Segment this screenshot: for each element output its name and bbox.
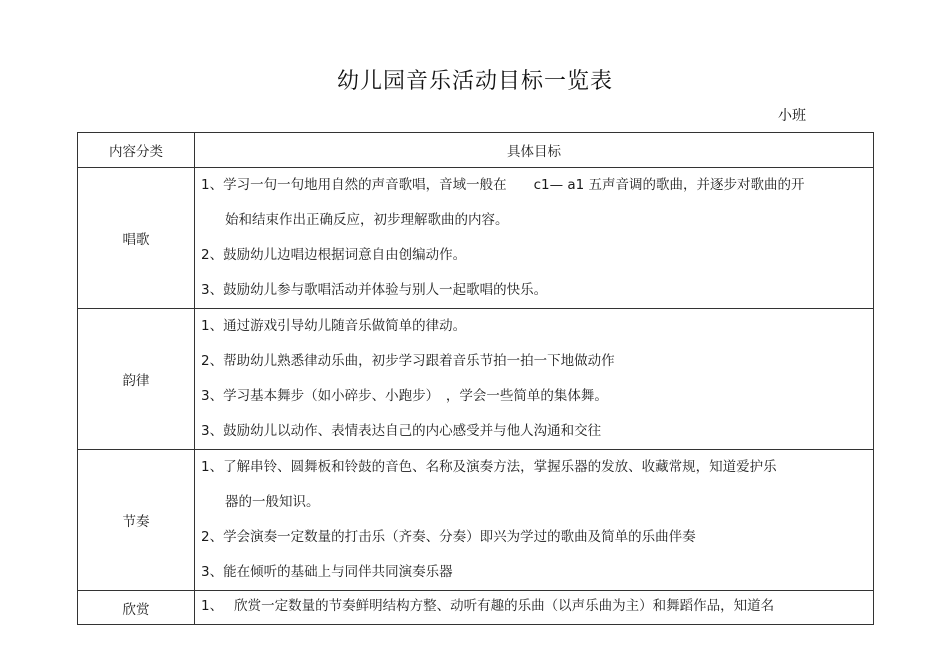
category-cell: 节奏 — [78, 450, 195, 591]
table-row — [78, 309, 874, 450]
table-row — [78, 450, 874, 591]
goals-cell — [195, 591, 874, 625]
goal-line: 2、鼓励幼儿边唱边根据词意自由创编动作。 — [201, 247, 467, 263]
header-goals: 具体目标 — [195, 133, 874, 168]
table-row — [78, 168, 874, 309]
goal-line: 3、鼓励幼儿参与歌唱活动并体验与别人一起歌唱的快乐。 — [201, 282, 548, 298]
category-cell: 韵律 — [78, 309, 195, 450]
goal-line-continued: 始和结束作出正确反应，初步理解歌曲的内容。 — [225, 212, 509, 228]
table-header-row — [78, 133, 874, 168]
table-row — [78, 591, 874, 625]
page-title: 幼儿园音乐活动目标一览表 — [336, 69, 613, 94]
category-cell: 唱歌 — [78, 168, 195, 309]
goal-line: 3、学习基本舞步（如小碎步、小跑步） ，学会一些简单的集体舞。 — [201, 388, 608, 404]
goal-line: 1、了解串铃、圆舞板和铃鼓的音色、名称及演奏方法，掌握乐器的发放、收藏常规，知道爱护乐 — [201, 459, 777, 475]
class-level-label: 小班 — [778, 108, 806, 124]
goal-line: 3、能在倾听的基础上与同伴共同演奏乐器 — [201, 564, 453, 580]
goal-line-continued: 器的一般知识。 — [225, 494, 320, 510]
goal-line: 1、学习一句一句地用自然的声音歌唱，音域一般在 c1— a1 五声音调的歌曲，并逐步对歌曲的开 — [201, 177, 805, 193]
goal-line: 1、 欣赏一定数量的节奏鲜明结构方整、动听有趣的乐曲（以声乐曲为主）和舞蹈作品，知道名 — [201, 598, 775, 614]
goals-cell — [195, 450, 874, 591]
goal-line: 2、帮助幼儿熟悉律动乐曲，初步学习跟着音乐节拍一拍一下地做动作 — [201, 353, 615, 369]
goal-line: 2、学会演奏一定数量的打击乐（齐奏、分奏）即兴为学过的歌曲及简单的乐曲伴奏 — [201, 529, 696, 545]
music-goals-table — [77, 132, 874, 625]
goal-line: 1、通过游戏引导幼儿随音乐做简单的律动。 — [201, 318, 467, 334]
goals-cell — [195, 309, 874, 450]
goal-line: 3、鼓励幼儿以动作、表情表达自己的内心感受并与他人沟通和交往 — [201, 423, 602, 439]
category-cell: 欣赏 — [78, 591, 195, 625]
header-category: 内容分类 — [78, 133, 195, 168]
goals-cell — [195, 168, 874, 309]
